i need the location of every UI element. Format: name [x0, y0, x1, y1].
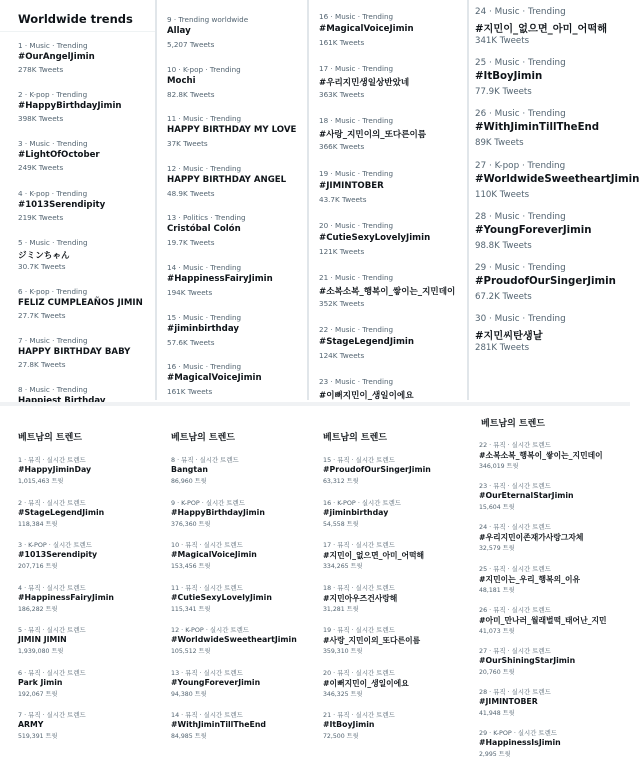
- tweet-count: 219K Tweets: [18, 212, 64, 222]
- column-separator: [155, 0, 157, 400]
- tweet-count: 281K Tweets: [475, 343, 530, 354]
- trend-meta: 18 · 뮤직 · 실시간 트렌드: [323, 583, 395, 592]
- trend-item[interactable]: [0, 540, 157, 581]
- tweet-count: 57.6K Tweets: [167, 337, 215, 347]
- trend-name: ARMY: [18, 720, 44, 729]
- trend-name: #OurShiningStarJimin: [479, 656, 576, 665]
- trend-item[interactable]: [467, 564, 630, 603]
- trend-item[interactable]: [157, 540, 309, 581]
- trend-meta: 11 · Music · Trending: [167, 114, 242, 124]
- vietnam-trends-panel-4: [467, 408, 630, 759]
- trend-meta: 10 · K-pop · Trending: [167, 64, 241, 74]
- trend-name: #JIMINTOBER: [479, 697, 538, 707]
- trend-name: #ProudofOurSingerJimin: [475, 276, 616, 287]
- trend-meta: 4 · K-pop · Trending: [18, 188, 88, 198]
- trend-name: #아미_만나러_월래벌떡_태어난_지민: [479, 615, 607, 625]
- worldwide-trends-panel-1: [0, 0, 155, 400]
- trend-meta: 21 · 뮤직 · 실시간 트렌드: [323, 711, 395, 719]
- trend-item[interactable]: [0, 238, 155, 285]
- trend-name: #HappinessIsJimin: [479, 738, 561, 748]
- trend-item[interactable]: [157, 455, 309, 496]
- trend-meta: 15 · Music · Trending: [167, 312, 242, 322]
- trend-item[interactable]: [309, 455, 467, 496]
- trend-item[interactable]: [469, 212, 630, 261]
- trend-name: #LightOfOctober: [18, 150, 100, 161]
- trend-meta: 25 · 뮤직 · 실시간 트렌드: [479, 564, 551, 573]
- trend-name: #StageLegendJimin: [18, 507, 105, 517]
- trend-meta: 11 · 뮤직 · 실시간 트렌드: [171, 583, 243, 592]
- trend-item[interactable]: [309, 583, 467, 624]
- trend-name: #1013Serendipity: [18, 550, 98, 559]
- vietnam-trends-panel-1: [0, 408, 157, 748]
- trend-meta: 9 · Trending worldwide: [167, 15, 249, 24]
- tweet-count: 192,067 트윗: [18, 690, 58, 698]
- trend-item[interactable]: [469, 109, 630, 158]
- tweet-count: 15,604 트윗: [479, 504, 515, 512]
- trend-item[interactable]: [467, 481, 630, 520]
- trend-name: #MagicalVoiceJimin: [171, 550, 257, 559]
- trend-meta: 6 · K-pop · Trending: [18, 287, 88, 296]
- panel-title: 베트남의 트렌드: [323, 433, 387, 443]
- trend-meta: 9 · K-POP · 실시간 트렌드: [171, 498, 245, 507]
- tweet-count: 346,325 트윗: [323, 690, 363, 698]
- tweet-count: 118,384 트윗: [18, 520, 58, 528]
- trend-meta: 23 · 뮤직 · 실시간 트렌드: [479, 482, 551, 491]
- trend-meta: 26 · 뮤직 · 실시간 트렌드: [479, 605, 551, 614]
- trend-item[interactable]: [0, 498, 157, 539]
- trend-meta: 23 · Music · Trending: [319, 377, 394, 387]
- tweet-count: 121K Tweets: [319, 246, 365, 256]
- trend-item[interactable]: [157, 65, 307, 113]
- panel-title: 베트남의 트렌드: [171, 433, 235, 443]
- trend-name: #소복소복_행복이_쌓이는_지민데이: [319, 287, 456, 297]
- trend-meta: 12 · Music · Trending: [167, 163, 242, 173]
- trend-meta: 16 · K-POP · 실시간 트렌드: [323, 498, 401, 507]
- trend-meta: 29 · K-POP · 실시간 트렌드: [479, 729, 557, 738]
- trend-item[interactable]: [309, 12, 467, 62]
- trend-item[interactable]: [309, 116, 467, 166]
- tweet-count: 366K Tweets: [319, 142, 365, 152]
- trend-name: #HappyBirthdayJimin: [18, 101, 122, 112]
- trend-item[interactable]: [0, 710, 157, 751]
- tweet-count: 5,207 Tweets: [167, 40, 215, 49]
- tweet-count: 89K Tweets: [475, 138, 524, 149]
- tweet-count: 186,282 트윗: [18, 605, 58, 613]
- trend-item[interactable]: [469, 7, 630, 56]
- trend-name: #OurEternalStarJimin: [479, 491, 574, 501]
- trend-item[interactable]: [0, 139, 155, 186]
- tweet-count: 278K Tweets: [18, 65, 64, 74]
- tweet-count: 86,960 트윗: [171, 478, 207, 485]
- trend-item[interactable]: [467, 687, 630, 726]
- tweet-count: 41,948 트윗: [479, 710, 515, 718]
- trend-name: JIMIN JIMIN: [18, 635, 67, 644]
- trend-item[interactable]: [157, 710, 309, 751]
- tweet-count: 376,360 트윗: [171, 520, 211, 528]
- trend-meta: 2 · K-pop · Trending: [18, 90, 88, 100]
- trend-name: #우리지민이존재가사랑그자체: [479, 533, 584, 543]
- row-separator: [0, 402, 630, 406]
- trend-item[interactable]: [157, 498, 309, 539]
- tweet-count: 207,716 트윗: [18, 563, 58, 570]
- trend-name: Park Jimin: [18, 677, 63, 687]
- trend-meta: 27 · K-pop · Trending: [475, 160, 566, 171]
- trend-meta: 13 · 뮤직 · 실시간 트렌드: [171, 668, 243, 677]
- trend-name: Cristóbal Colón: [167, 224, 241, 235]
- tweet-count: 519,391 트윗: [18, 733, 58, 740]
- title-divider: [0, 31, 155, 32]
- trend-item[interactable]: [469, 58, 630, 107]
- trend-name: #1013Serendipity: [18, 199, 106, 210]
- trend-meta: 24 · Music · Trending: [475, 7, 566, 17]
- trend-name: #지민이_없으면_아미_어떡해: [475, 24, 608, 35]
- tweet-count: 341K Tweets: [475, 36, 530, 46]
- tweet-count: 194K Tweets: [167, 288, 213, 297]
- panel-title: Worldwide trends: [18, 12, 133, 26]
- trend-name: #jiminbirthday: [167, 323, 239, 334]
- tweet-count: 1,939,080 트윗: [18, 648, 64, 655]
- trend-meta: 18 · Music · Trending: [319, 116, 394, 126]
- trend-item[interactable]: [157, 114, 307, 162]
- tweet-count: 115,341 트윗: [171, 605, 211, 613]
- trend-meta: 30 · Music · Trending: [475, 314, 566, 325]
- trend-meta: 1 · 뮤직 · 실시간 트렌드: [18, 456, 86, 464]
- trend-meta: 17 · Music · Trending: [319, 64, 394, 74]
- trend-meta: 19 · 뮤직 · 실시간 트렌드: [323, 626, 395, 634]
- tweet-count: 352K Tweets: [319, 299, 365, 308]
- tweet-count: 31,281 트윗: [323, 605, 359, 613]
- trend-meta: 12 · K-POP · 실시간 트렌드: [171, 626, 249, 634]
- tweet-count: 346,019 트윗: [479, 463, 519, 470]
- column-separator: [307, 0, 309, 400]
- trend-name: #MagicalVoiceJimin: [167, 373, 262, 384]
- tweet-count: 363K Tweets: [319, 90, 365, 100]
- trend-name: #우리지민생일상반았네: [319, 78, 410, 89]
- trend-name: #WithJiminTillTheEnd: [171, 720, 266, 729]
- trend-item[interactable]: [309, 498, 467, 539]
- trend-item[interactable]: [0, 455, 157, 496]
- trend-name: #jiminbirthday: [323, 507, 389, 517]
- trend-item[interactable]: [157, 313, 307, 361]
- trend-item[interactable]: [0, 189, 155, 236]
- trend-item[interactable]: [157, 164, 307, 212]
- trend-meta: 28 · 뮤직 · 실시간 트렌드: [479, 688, 551, 697]
- trend-meta: 20 · Music · Trending: [319, 220, 394, 230]
- trend-meta: 13 · Politics · Trending: [167, 213, 246, 223]
- trend-name: #CutieSexyLovelyJimin: [171, 592, 272, 602]
- trend-name: #WorldwideSweetheartJimin: [171, 635, 297, 644]
- trend-meta: 19 · Music · Trending: [319, 168, 394, 178]
- tweet-count: 63,312 트윗: [323, 478, 359, 485]
- trend-item[interactable]: [0, 336, 155, 383]
- trend-meta: 16 · Music · Trending: [319, 12, 394, 21]
- trend-name: #OurAngelJimin: [18, 52, 95, 62]
- trend-item[interactable]: [0, 625, 157, 666]
- trend-meta: 4 · 뮤직 · 실시간 트렌드: [18, 583, 86, 592]
- trend-item[interactable]: [0, 287, 155, 334]
- trend-name: #YoungForeverJimin: [475, 224, 592, 236]
- trend-meta: 17 · 뮤직 · 실시간 트렌드: [323, 541, 395, 549]
- trend-name: HAPPY BIRTHDAY MY LOVE: [167, 125, 297, 136]
- trend-item[interactable]: [467, 728, 630, 767]
- trend-meta: 28 · Music · Trending: [475, 211, 566, 222]
- trend-item[interactable]: [309, 221, 467, 271]
- vietnam-trends-panel-3: [309, 408, 467, 748]
- trend-meta: 22 · Music · Trending: [319, 325, 394, 335]
- trend-item[interactable]: [157, 668, 309, 709]
- trend-item[interactable]: [309, 625, 467, 666]
- trend-meta: 5 · 뮤직 · 실시간 트렌드: [18, 626, 86, 634]
- trend-meta: 26 · Music · Trending: [475, 109, 566, 120]
- trend-item[interactable]: [467, 646, 630, 685]
- trend-item[interactable]: [157, 583, 309, 624]
- trend-meta: 14 · 뮤직 · 실시간 트렌드: [171, 711, 243, 719]
- trend-name: HAPPY BIRTHDAY BABY: [18, 347, 131, 358]
- tweet-count: 153,456 트윗: [171, 563, 211, 570]
- trend-meta: 7 · 뮤직 · 실시간 트렌드: [18, 711, 86, 719]
- trend-name: #JIMINTOBER: [319, 180, 384, 191]
- trend-item[interactable]: [469, 160, 639, 210]
- trend-item[interactable]: [467, 440, 630, 479]
- trend-item[interactable]: [309, 710, 467, 751]
- column-separator: [467, 0, 469, 400]
- trend-meta: 27 · 뮤직 · 실시간 트렌드: [479, 647, 551, 655]
- trend-meta: 1 · Music · Trending: [18, 41, 88, 50]
- worldwide-trends-panel-4: [469, 0, 639, 400]
- trend-name: #WithJiminTillTheEnd: [475, 122, 600, 134]
- tweet-count: 105,512 트윗: [171, 648, 211, 655]
- trend-meta: 3 · K-POP · 실시간 트렌드: [18, 541, 92, 549]
- trend-name: #MagicalVoiceJimin: [319, 24, 414, 34]
- trend-name: HAPPY BIRTHDAY ANGEL: [167, 174, 287, 185]
- trend-item[interactable]: [309, 540, 467, 581]
- trend-item[interactable]: [157, 213, 307, 261]
- trend-item[interactable]: [469, 263, 630, 312]
- trend-name: #ItBoyJimin: [323, 720, 375, 729]
- tweet-count: 48.9K Tweets: [167, 188, 215, 198]
- tweet-count: 398K Tweets: [18, 114, 64, 124]
- trend-item[interactable]: [309, 64, 467, 114]
- trend-item[interactable]: [0, 41, 155, 88]
- trend-name: #사랑_지민이의_또다른이름: [319, 130, 427, 141]
- trend-meta: 15 · 뮤직 · 실시간 트렌드: [323, 456, 395, 464]
- trend-item[interactable]: [0, 668, 157, 709]
- tweet-count: 334,265 트윗: [323, 563, 363, 570]
- trend-meta: 29 · Music · Trending: [475, 263, 566, 273]
- trend-name: #이뻐지민이_생일이에요: [319, 391, 414, 402]
- tweet-count: 77.9K Tweets: [475, 87, 532, 98]
- trend-meta: 5 · Music · Trending: [18, 237, 88, 247]
- trend-meta: 16 · Music · Trending: [167, 362, 242, 372]
- trend-name: #이뻐지민이_생일이에요: [323, 678, 409, 688]
- trend-name: #CutieSexyLovelyJimin: [319, 232, 431, 243]
- trend-name: #HappyBirthdayJimin: [171, 507, 265, 517]
- trend-item[interactable]: [309, 273, 467, 323]
- tweet-count: 249K Tweets: [18, 163, 64, 173]
- trend-meta: 22 · 뮤직 · 실시간 트렌드: [479, 441, 551, 449]
- tweet-count: 48,181 트윗: [479, 586, 515, 594]
- trend-name: #HappinessFairyJimin: [18, 592, 114, 602]
- trend-item[interactable]: [0, 90, 155, 137]
- trend-item[interactable]: [467, 605, 630, 644]
- tweet-count: 20,760 트윗: [479, 669, 515, 676]
- trend-name: Allay: [167, 26, 191, 36]
- trend-meta: 7 · Music · Trending: [18, 336, 88, 346]
- trend-name: #소복소복_행복이_쌓이는_지민데이: [479, 451, 603, 460]
- tweet-count: 1,015,463 트윗: [18, 478, 64, 485]
- trend-item[interactable]: [157, 263, 307, 311]
- tweet-count: 72,500 트윗: [323, 733, 359, 740]
- tweet-count: 161K Tweets: [319, 38, 365, 47]
- worldwide-trends-panel-3: [309, 0, 467, 400]
- trend-meta: 2 · 뮤직 · 실시간 트렌드: [18, 498, 86, 507]
- trend-item[interactable]: [157, 15, 307, 63]
- tweet-count: 82.8K Tweets: [167, 89, 215, 99]
- trend-item[interactable]: [467, 522, 630, 561]
- trend-name: #ProudofOurSingerJimin: [323, 465, 431, 474]
- tweet-count: 2,995 트윗: [479, 751, 511, 759]
- tweet-count: 67.2K Tweets: [475, 292, 532, 302]
- trend-name: #지민아우즈건사랑해: [323, 593, 398, 603]
- tweet-count: 30.7K Tweets: [18, 261, 66, 271]
- tweet-count: 359,310 트윗: [323, 648, 363, 655]
- trend-name: #지민이는_우리_행복의_이유: [479, 574, 581, 584]
- trend-name: ジミンちゃん: [18, 250, 70, 261]
- tweet-count: 19.7K Tweets: [167, 238, 215, 248]
- tweet-count: 37K Tweets: [167, 139, 208, 149]
- trend-item[interactable]: [469, 314, 630, 363]
- panel-title: 베트남의 트렌드: [481, 419, 545, 429]
- tweet-count: 54,558 트윗: [323, 520, 359, 528]
- tweet-count: 84,985 트윗: [171, 733, 207, 740]
- trend-meta: 21 · Music · Trending: [319, 273, 394, 282]
- trend-meta: 8 · Music · Trending: [18, 385, 88, 395]
- trend-item[interactable]: [157, 625, 309, 666]
- tweet-count: 32,579 트윗: [479, 545, 515, 553]
- trend-name: #지민이_없으면_아미_어떡해: [323, 551, 425, 560]
- trend-item[interactable]: [0, 583, 157, 624]
- trend-meta: 25 · Music · Trending: [475, 58, 566, 69]
- tweet-count: 27.7K Tweets: [18, 311, 66, 320]
- trend-meta: 10 · 뮤직 · 실시간 트렌드: [171, 541, 243, 549]
- tweet-count: 161K Tweets: [167, 387, 213, 397]
- trend-name: Mochi: [167, 75, 196, 86]
- trend-item[interactable]: [309, 668, 467, 709]
- trend-meta: 20 · 뮤직 · 실시간 트렌드: [323, 668, 395, 677]
- tweet-count: 110K Tweets: [475, 189, 530, 200]
- trend-name: #HappinessFairyJimin: [167, 274, 273, 284]
- trend-name: #HappyJiminDay: [18, 465, 92, 474]
- trend-meta: 6 · 뮤직 · 실시간 트렌드: [18, 668, 86, 677]
- trend-name: #ItBoyJimin: [475, 71, 543, 83]
- vietnam-trends-panel-2: [157, 408, 309, 748]
- tweet-count: 124K Tweets: [319, 351, 365, 361]
- tweet-count: 94,380 트윗: [171, 690, 207, 698]
- trend-name: #StageLegendJimin: [319, 337, 414, 348]
- trend-name: FELIZ CUMPLEAÑOS JIMIN: [18, 298, 143, 308]
- trend-meta: 3 · Music · Trending: [18, 139, 88, 149]
- trend-meta: 14 · Music · Trending: [167, 263, 242, 272]
- trend-item[interactable]: [309, 169, 467, 219]
- trend-name: #WorldwideSweetheartJimin: [475, 173, 639, 185]
- panel-title: 베트남의 트렌드: [18, 433, 82, 443]
- trend-meta: 8 · 뮤직 · 실시간 트렌드: [171, 456, 239, 464]
- trend-name: Bangtan: [171, 465, 208, 474]
- trend-name: #YoungForeverJimin: [171, 677, 261, 687]
- tweet-count: 27.8K Tweets: [18, 360, 66, 370]
- tweet-count: 98.8K Tweets: [475, 240, 532, 251]
- tweet-count: 41,073 트윗: [479, 627, 515, 635]
- worldwide-trends-panel-2: [157, 0, 307, 400]
- trend-item[interactable]: [309, 325, 467, 375]
- trend-meta: 24 · 뮤직 · 실시간 트렌드: [479, 523, 551, 532]
- trend-name: #지민씨탄생날: [475, 331, 543, 343]
- tweet-count: 43.7K Tweets: [319, 194, 367, 204]
- trend-name: #사랑_지민이의_또다른이름: [323, 636, 421, 645]
